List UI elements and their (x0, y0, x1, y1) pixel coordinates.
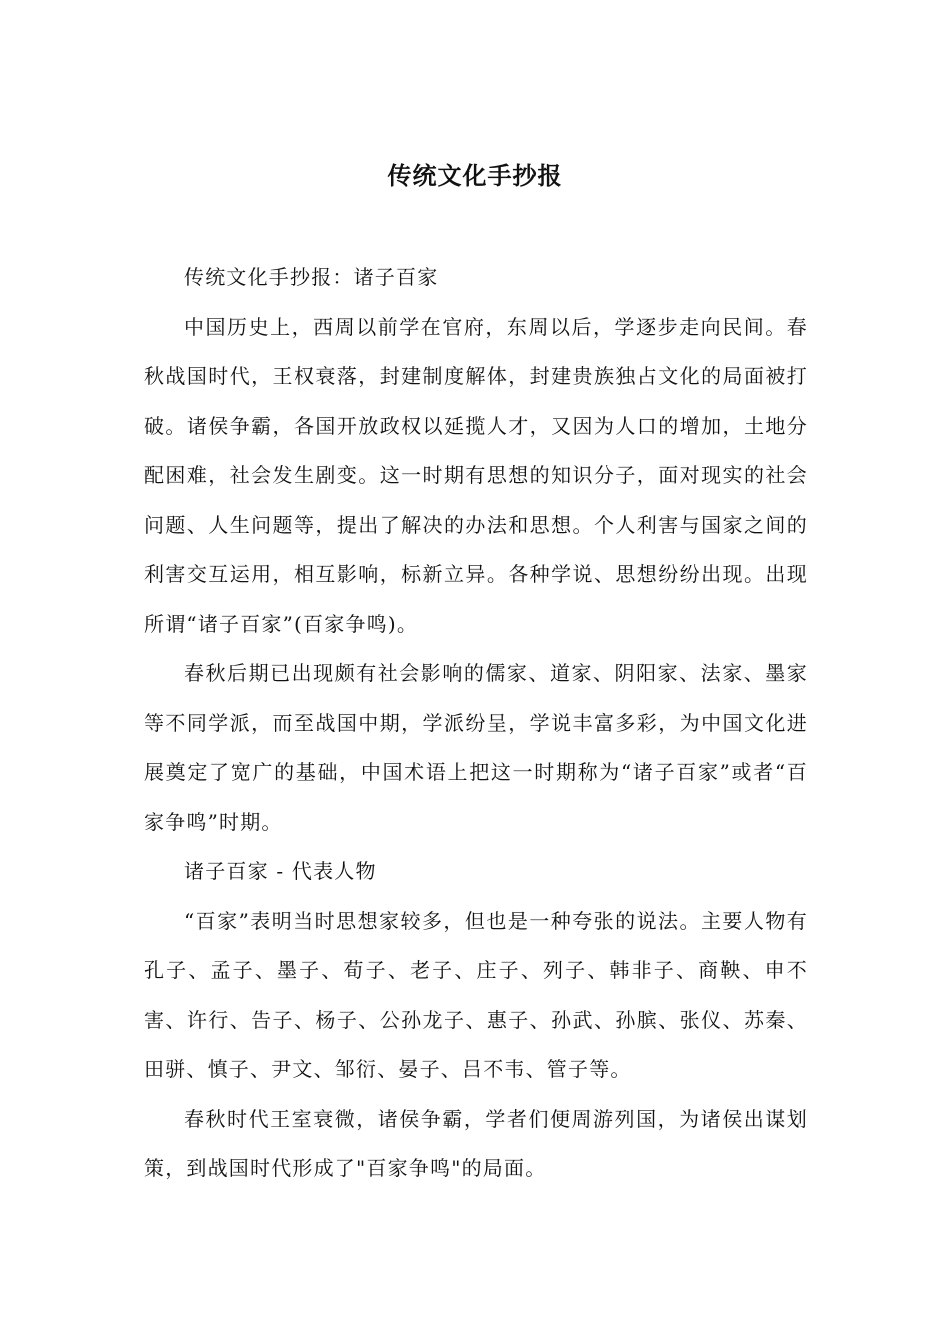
document-body (144, 253, 808, 1194)
paragraph: 春秋时代王室衰微，诸侯争霸，学者们便周游列国，为诸侯出谋划策，到战国时代形成了"百家争鸣"的局面。 (144, 1106, 808, 1180)
section-heading: 诸子百家 - 代表人物 (184, 859, 377, 883)
paragraph: 中国历史上，西周以前学在官府，东周以后，学逐步走向民间。春秋战国时代，王权衰落，封建制度解体，封建贵族独占文化的局面被打破。诸侯争霸，各国开放政权以延揽人才，又因为人口的增加，土地分配困难，社会发生剧变。这一时期有思想的知识分子，面对现实的社会问题、人生问题等，提出了解决的办法和思想。个人利害与国家之间的利害交互运用，相互影响，标新立异。各种学说、思想纷纷出现。出现所谓“诸子百家”(百家争鸣)。 (144, 314, 808, 636)
paragraph: 春秋后期已出现颇有社会影响的儒家、道家、阴阳家、法家、墨家等不同学派，而至战国中期，学派纷呈，学说丰富多彩，为中国文化进展奠定了宽广的基础，中国术语上把这一时期称为“诸子百家”或者“百家争鸣”时期。 (144, 661, 808, 834)
paragraph: “百家”表明当时思想家较多，但也是一种夸张的说法。主要人物有孔子、孟子、墨子、荀子、老子、庄子、列子、韩非子、商鞅、申不害、许行、告子、杨子、公孙龙子、惠子、孙武、孙膑、张仪、苏秦、田骈、慎子、尹文、邹衍、晏子、吕不韦、管子等。 (144, 908, 808, 1081)
paragraph-subtitle: 传统文化手抄报：诸子百家 (184, 265, 439, 289)
document-title: 传统文化手抄报 (387, 161, 563, 190)
